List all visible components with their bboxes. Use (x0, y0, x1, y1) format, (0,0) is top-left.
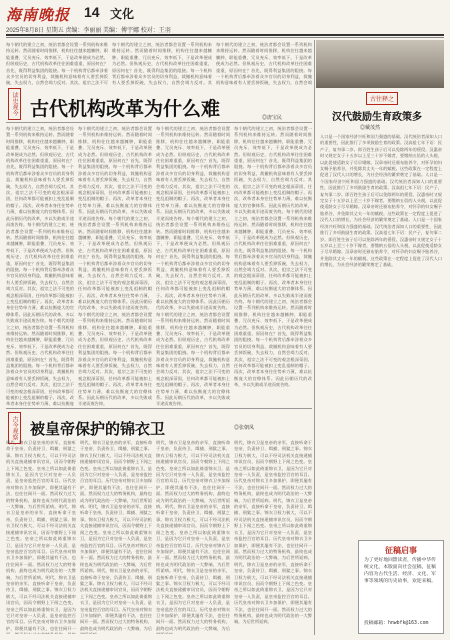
notice-title: 征稿启事 (385, 546, 417, 555)
masthead-rule (6, 34, 444, 36)
story1-lead-column-2: 每个朝代的建立之初，统治者都会设置一系列机构来维持运转。然而随着时间推移，机构往往越来越臃肿，职能重叠、冗员充斥、效率低下，于是改革便成为必然。但纵观历史，古代机构改革往往困难重重，原因何在？首先，既得利益集团的阻挠。每一个机构背后都牵涉着众多官员的切身利益，裁撤机构意味着有人要丢掉饭碗，失去权力，自然会竭力反对。其 (112, 42, 212, 86)
notice-email[interactable]: hnwbfk@163.com (388, 621, 429, 626)
story1-body-column-4: 每个朝代的建立之初，统治者都会设置一系列机构来维持运转。然而随着时间推移，机构往往越来越臃肿，职能重叠、冗员充斥、效率低下，于是改革便成为必然。但纵观历史，古代机构改革往往困难重重，原因何在？首先，既得利益集团的阻挠。每一个机构背后都牵涉着众多官员的切身利益，裁撤机构意味着有人要丢掉饭碗，失去权力，自然会竭力反对。其次，祖宗之法不可变的观念根深蒂固，任何改革都可能被扣上变乱祖制的帽子。再次，改革者本身往往势单力薄，难以抗衡庞大的官僚体系。因此历朝历代的改革，多以失败或半途而废告终。每个朝代的建立之初，统治者都会设置一系列机构来维持运转。然而随着时间推移，机构往往越来越臃肿，职能重叠、冗员充斥、效率低下，于是改革便成为必然。但纵观历史，古代机构改革往往困难重重，原因何在？首先，既得利益集团的阻挠。每一个机构背后都牵涉着众多官员的切身利益，裁撤机构意味着有人要丢掉饭碗，失去权力，自然会竭力反对。其次，祖宗之法不可变的观念根深蒂固，任何改革都可能被扣上变乱祖制的帽子。再次，改革者本身往往势单力薄，难以抗衡庞大的官僚体系。因此历朝历代的改革，多以失败或半途而废告终。每个朝代的建立之初，统治者都会设置一系列机构来维持运转。然而随着时间推移，机构往往越来越臃肿，职能重叠、冗员充斥、效率低下，于是改革便成为必然。但纵观历史，古代机构改革往往困难重重，原因何在？首先，既得利益集团的阻挠。每一个机构背后都牵涉着众多官员的切身利益，裁撤机构意味着有人要丢掉饭碗，失去权力，自然会竭力反对。其次，祖宗之法不可变的观念根深蒂固，任何改革都可能被扣上变乱祖制的帽子。再次，改革者本身往往势单力薄，难以抗衡庞大的官僚体系。因此历朝历代的改革，多以失败或半途而废告终。 (234, 126, 312, 388)
sidebar-headline: 汉代鼓励生育政策多 (332, 112, 422, 123)
story1-headline: 古代机构改革为什么难 (30, 99, 221, 120)
story1-kicker: 读史观今 (8, 88, 21, 120)
story2-top-divider (6, 408, 312, 409)
notice-email-line (364, 619, 438, 626)
masthead-rule-thin (6, 37, 444, 38)
newspaper-logo: 海南晚报 (6, 6, 71, 24)
illustration-image (316, 40, 444, 88)
story2-body-column-2: 明代，锦衣卫是皇帝的亲军，直接听命于皇帝，负责侍卫、缉捕、刑狱之事。锦衣卫权力极大，可以不经司法机关直接逮捕审讯官员，因而令朝野上下闻之色变。皇帝之所以如此倚重锦衣卫，是因为它只对皇帝一人负责，是皇帝监控百官的耳目。历代皇帝对锦衣卫多加保护，即便其屡有不法，也往往网开一面。然而权力过大的特务机构，最终也成为明代政治的一大弊端，为后世所诟病。明代，锦衣卫是皇帝的亲军，直接听命于皇帝，负责侍卫、缉捕、刑狱之事。锦衣卫权力极大，可以不经司法机关直接逮捕审讯官员，因而令朝野上下闻之色变。皇帝之所以如此倚重锦衣卫，是因为它只对皇帝一人负责，是皇帝监控百官的耳目。历代皇帝对锦衣卫多加保护，即便其屡有不法，也往往网开一面。然而权力过大的特务机构，最终也成为明代政治的一大弊端，为后世所诟病。明代，锦衣卫是皇帝的亲军，直接听命于皇帝，负责侍卫、缉捕、刑狱之事。锦衣卫权力极大，可以不经司法机关直接逮捕审讯官员，因而令朝野上下闻之色变。皇帝之所以如此倚重锦衣卫，是因为它只对皇帝一人负责，是皇帝监控百官的耳目。历代皇帝对锦衣卫多加保护，即便其屡有不法，也往往网开一面。然而权力过大的特务机构，最终也成为明代政治的一大弊端，为后 (80, 440, 152, 631)
call-for-submissions-box (358, 540, 444, 634)
story1-body-column-1: 每个朝代的建立之初，统治者都会设置一系列机构来维持运转。然而随着时间推移，机构往往越来越臃肿，职能重叠、冗员充斥、效率低下，于是改革便成为必然。但纵观历史，古代机构改革往往困难重重，原因何在？首先，既得利益集团的阻挠。每一个机构背后都牵涉着众多官员的切身利益，裁撤机构意味着有人要丢掉饭碗，失去权力，自然会竭力反对。其次，祖宗之法不可变的观念根深蒂固，任何改革都可能被扣上变乱祖制的帽子。再次，改革者本身往往势单力薄，难以抗衡庞大的官僚体系。因此历朝历代的改革，多以失败或半途而废告终。每个朝代的建立之初，统治者都会设置一系列机构来维持运转。然而随着时间推移，机构往往越来越臃肿，职能重叠、冗员充斥、效率低下，于是改革便成为必然。但纵观历史，古代机构改革往往困难重重，原因何在？首先，既得利益集团的阻挠。每一个机构背后都牵涉着众多官员的切身利益，裁撤机构意味着有人要丢掉饭碗，失去权力，自然会竭力反对。其次，祖宗之法不可变的观念根深蒂固，任何改革都可能被扣上变乱祖制的帽子。再次，改革者本身往往势单力薄，难以抗衡庞大的官僚体系。因此历朝历代的改革，多以失败或半途而废告终。每个朝代的建立之初，统治者都会设置一系列机构来维持运转。然而随着时间推移，机构往往越来越臃肿，职能重叠、冗员充斥、效率低下，于是改革便成为必然。但纵观历史，古代机构改革往往困难重重，原因何在？首先，既得利益集团的阻挠。每一个机构背后都牵涉着众多官员的切身利益，裁撤机构意味着有人要丢掉饭碗，失去权力，自然会竭力反对。其次，祖宗之法不可变的观念根深蒂固，任何改革都可能被扣上变乱祖制的帽子。再次，改革者本身往往势单力薄，难以抗衡庞 (6, 126, 74, 406)
story2-headline: 被皇帝保护的锦衣卫 (30, 421, 166, 438)
section-title: 文化 (110, 7, 135, 21)
story1-body-column-3: 每个朝代的建立之初，统治者都会设置一系列机构来维持运转。然而随着时间推移，机构往往越来越臃肿，职能重叠、冗员充斥、效率低下，于是改革便成为必然。但纵观历史，古代机构改革往往困难重重，原因何在？首先，既得利益集团的阻挠。每一个机构背后都牵涉着众多官员的切身利益，裁撤机构意味着有人要丢掉饭碗，失去权力，自然会竭力反对。其次，祖宗之法不可变的观念根深蒂固，任何改革都可能被扣上变乱祖制的帽子。再次，改革者本身往往势单力薄，难以抗衡庞大的官僚体系。因此历朝历代的改革，多以失败或半途而废告终。每个朝代的建立之初，统治者都会设置一系列机构来维持运转。然而随着时间推移，机构往往越来越臃肿，职能重叠、冗员充斥、效率低下，于是改革便成为必然。但纵观历史，古代机构改革往往困难重重，原因何在？首先，既得利益集团的阻挠。每一个机构背后都牵涉着众多官员的切身利益，裁撤机构意味着有人要丢掉饭碗，失去权力，自然会竭力反对。其次，祖宗之法不可变的观念根深蒂固，任何改革都可能被扣上变乱祖制的帽子。再次，改革者本身往往势单力薄，难以抗衡庞大的官僚体系。因此历朝历代的改革，多以失败或半途而废告终。每个朝代的建立之初，统治者都会设置一系列机构来维持运转。然而随着时间推移，机构往往越来越臃肿，职能重叠、冗员充斥、效率低下，于是改革便成为必然。但纵观历史，古代机构改革往往困难重重，原因何在？首先，既得利益集团的阻挠。每一个机构背后都牵涉着众多官员的切身利益，裁撤机构意味着有人要丢掉饭碗，失去权力，自然会竭力反对。其次，祖宗之法不可变的观念根深蒂固，任何改革都可能被扣上变乱祖制的帽子。再次，改革者本身往往势单力薄，难以抗衡庞大的官僚体系。因此历朝历代的改革，多以失败或半途而废告终。 (156, 126, 230, 406)
story1-lead-column-1: 每个朝代的建立之初，统治者都会设置一系列机构来维持运转。然而随着时间推移，机构往往越来越臃肿，职能重叠、冗员充斥、效率低下，于是改革便成为必然。但纵观历史，古代机构改革往往困难重重，原因何在？首先，既得利益集团的阻挠。每一个机构背后都牵涉着众多官员的切身利益，裁撤机构意味着有人要丢掉饭碗，失去权力，自然会竭力反对。其次，祖宗之法不可 (6, 42, 108, 86)
sidebar-kicker: 古往释之 (366, 92, 398, 105)
story2-body-column-3: 明代，锦衣卫是皇帝的亲军，直接听命于皇帝，负责侍卫、缉捕、刑狱之事。锦衣卫权力极大，可以不经司法机关直接逮捕审讯官员，因而令朝野上下闻之色变。皇帝之所以如此倚重锦衣卫，是因为它只对皇帝一人负责，是皇帝监控百官的耳目。历代皇帝对锦衣卫多加保护，即便其屡有不法，也往往网开一面。然而权力过大的特务机构，最终也成为明代政治的一大弊端，为后世所诟病。明代，锦衣卫是皇帝的亲军，直接听命于皇帝，负责侍卫、缉捕、刑狱之事。锦衣卫权力极大，可以不经司法机关直接逮捕审讯官员，因而令朝野上下闻之色变。皇帝之所以如此倚重锦衣卫，是因为它只对皇帝一人负责，是皇帝监控百官的耳目。历代皇帝对锦衣卫多加保护，即便其屡有不法，也往往网开一面。然而权力过大的特务机构，最终也成为明代政治的一大弊端，为后世所诟病。明代，锦衣卫是皇帝的亲军，直接听命于皇帝，负责侍卫、缉捕、刑狱之事。锦衣卫权力极大，可以不经司法机关直接逮捕审讯官员，因而令朝野上下闻之色变。皇帝之所以如此倚重锦衣卫，是因为它只对皇帝一人负责，是皇帝监控百官的耳目。历代皇帝对锦衣卫多加保护，即便其屡有不法，也往往网开一面。然而权力过大的特务机构，最终也成为明代政治的一大弊端，为后 (156, 440, 230, 631)
page-number: 14 (84, 4, 100, 20)
story2-kicker: 古今观察 (8, 412, 21, 444)
story2-byline: ◎张朝凤 (234, 425, 255, 431)
story1-divider (6, 122, 312, 123)
sidebar-byline: ◎戴茂然 (360, 125, 381, 131)
issue-meta: 2025年8月8日 星期五 责编：李丽丽 美编：傅宇娜 校对：王羽 (6, 28, 171, 34)
story1-body-column-2: 每个朝代的建立之初，统治者都会设置一系列机构来维持运转。然而随着时间推移，机构往往越来越臃肿，职能重叠、冗员充斥、效率低下，于是改革便成为必然。但纵观历史，古代机构改革往往困难重重，原因何在？首先，既得利益集团的阻挠。每一个机构背后都牵涉着众多官员的切身利益，裁撤机构意味着有人要丢掉饭碗，失去权力，自然会竭力反对。其次，祖宗之法不可变的观念根深蒂固，任何改革都可能被扣上变乱祖制的帽子。再次，改革者本身往往势单力薄，难以抗衡庞大的官僚体系。因此历朝历代的改革，多以失败或半途而废告终。每个朝代的建立之初，统治者都会设置一系列机构来维持运转。然而随着时间推移，机构往往越来越臃肿，职能重叠、冗员充斥、效率低下，于是改革便成为必然。但纵观历史，古代机构改革往往困难重重，原因何在？首先，既得利益集团的阻挠。每一个机构背后都牵涉着众多官员的切身利益，裁撤机构意味着有人要丢掉饭碗，失去权力，自然会竭力反对。其次，祖宗之法不可变的观念根深蒂固，任何改革都可能被扣上变乱祖制的帽子。再次，改革者本身往往势单力薄，难以抗衡庞大的官僚体系。因此历朝历代的改革，多以失败或半途而废告终。每个朝代的建立之初，统治者都会设置一系列机构来维持运转。然而随着时间推移，机构往往越来越臃肿，职能重叠、冗员充斥、效率低下，于是改革便成为必然。但纵观历史，古代机构改革往往困难重重，原因何在？首先，既得利益集团的阻挠。每一个机构背后都牵涉着众多官员的切身利益，裁撤机构意味着有人要丢掉饭碗，失去权力，自然会竭力反对。其次，祖宗之法不可变的观念根深蒂固，任何改革都可能被扣上变乱祖制的帽子。再次，改革者本身往往势单力薄，难以抗衡庞大的官僚体系。因此历朝历代的改革，多以失败或半途而废告终。 (78, 126, 152, 406)
story2-body-column-4: 明代，锦衣卫是皇帝的亲军，直接听命于皇帝，负责侍卫、缉捕、刑狱之事。锦衣卫权力极大，可以不经司法机关直接逮捕审讯官员，因而令朝野上下闻之色变。皇帝之所以如此倚重锦衣卫，是因为它只对皇帝一人负责，是皇帝监控百官的耳目。历代皇帝对锦衣卫多加保护，即便其屡有不法，也往往网开一面。然而权力过大的特务机构，最终也成为明代政治的一大弊端，为后世所诟病。明代，锦衣卫是皇帝的亲军，直接听命于皇帝，负责侍卫、缉捕、刑狱之事。锦衣卫权力极大，可以不经司法机关直接逮捕审讯官员，因而令朝野上下闻之色变。皇帝之所以如此倚重锦衣卫，是因为它只对皇帝一人负责，是皇帝监控百官的耳目。历代皇帝对锦衣卫多加保护，即便其屡有不法，也往往网开一面。然而权力过大的特务机构，最终也成为明代政治的一大弊端，为后世所诟病。明代，锦衣卫是皇帝的亲军，直接听命于皇帝，负责侍卫、缉捕、刑狱之事。锦衣卫权力极大，可以不经司法机关直接逮捕审讯官员，因而令朝野上下闻之色变。皇帝之所以如此倚重锦衣卫，是因为它只对皇帝一人负责，是皇帝监控百官的耳目。历代皇帝对锦衣卫多加保护，即便其屡有不法，也往往网开一面。然而权力过大的特务机构，最终也成为明代政治的一大弊端，为后世所诟病。 (234, 440, 312, 625)
story1-lead-column-3: 每个朝代的建立之初，统治者都会设置一系列机构来维持运转。然而随着时间推移，机构往往越来越臃肿，职能重叠、冗员充斥、效率低下，于是改革便成为必然。但纵观历史，古代机构改革往往困难重重，原因何在？首先，既得利益集团的阻挠。每一个机构背后都牵涉着众多官员的切身利益，裁撤机构意味着有人要丢掉饭碗，失去权力，自然会竭 (216, 42, 312, 86)
notice-email-label: 投稿邮箱： (364, 621, 388, 626)
story2-body-column-1: 明代，锦衣卫是皇帝的亲军，直接听命于皇帝，负责侍卫、缉捕、刑狱之事。锦衣卫权力极大，可以不经司法机关直接逮捕审讯官员，因而令朝野上下闻之色变。皇帝之所以如此倚重锦衣卫，是因为它只对皇帝一人负责，是皇帝监控百官的耳目。历代皇帝对锦衣卫多加保护，即便其屡有不法，也往往网开一面。然而权力过大的特务机构，最终也成为明代政治的一大弊端，为后世所诟病。明代，锦衣卫是皇帝的亲军，直接听命于皇帝，负责侍卫、缉捕、刑狱之事。锦衣卫权力极大，可以不经司法机关直接逮捕审讯官员，因而令朝野上下闻之色变。皇帝之所以如此倚重锦衣卫，是因为它只对皇帝一人负责，是皇帝监控百官的耳目。历代皇帝对锦衣卫多加保护，即便其屡有不法，也往往网开一面。然而权力过大的特务机构，最终也成为明代政治的一大弊端，为后世所诟病。明代，锦衣卫是皇帝的亲军，直接听命于皇帝，负责侍卫、缉捕、刑狱之事。锦衣卫权力极大，可以不经司法机关直接逮捕审讯官员，因而令朝野上下闻之色变。皇帝之所以如此倚重锦衣卫，是因为它只对皇帝一人负责，是皇帝监控百官的耳目。历代皇帝对锦衣卫多加保护，即便其屡有不法，也往往网开一 (6, 440, 76, 631)
sidebar-body-column: 人口是一个国家经济兴旺和国力强盛的基础。汉代统治者深知人口的重要性，因此推行了多项鼓励生育的政策。汉高祖七年下诏：民产子，复勿事二岁。即百姓生孩子后可以免除两年的徭役。汉惠帝时又规定女子十五岁以上至三十岁不嫁者，要缴纳五倍的人头税，以此促使适龄女子尽早婚嫁。汉章帝时还颁布胎养令，对怀孕的妇女赐予胎养谷，并免除其丈夫一年的赋税。这些政策在一定程度上促进了汉代人口的增长，为社会经济的繁荣奠定了基础。人口是一个国家经济兴旺和国力强盛的基础。汉代统治者深知人口的重要性，因此推行了多项鼓励生育的政策。汉高祖七年下诏：民产子，复勿事二岁。即百姓生孩子后可以免除两年的徭役。汉惠帝时又规定女子十五岁以上至三十岁不嫁者，要缴纳五倍的人头税，以此促使适龄女子尽早婚嫁。汉章帝时还颁布胎养令，对怀孕的妇女赐予胎养谷，并免除其丈夫一年的赋税。这些政策在一定程度上促进了汉代人口的增长，为社会经济的繁荣奠定了基础。人口是一个国家经济兴旺和国力强盛的基础。汉代统治者深知人口的重要性，因此推行了多项鼓励生育的政策。汉高祖七年下诏：民产子，复勿事二岁。即百姓生孩子后可以免除两年的徭役。汉惠帝时又规定女子十五岁以上至三十岁不嫁者，要缴纳五倍的人头税，以此促使适龄女子尽早婚嫁。汉章帝时还颁布胎养令，对怀孕的妇女赐予胎养谷，并免除其丈夫一年的赋税。这些政策在一定程度上促进了汉代人口的增长，为社会经济的繁荣奠定了基础。 (320, 134, 442, 268)
story1-byline: ◎唐宝民 (262, 115, 283, 121)
notice-body: 为了更好地回馈读者，传播中华传统文化，本版面向社会征稿，征稿内容为古代生活、经济、文化、军事等领域的历史故事，欢迎来稿。 (364, 558, 436, 584)
column-divider (314, 40, 315, 635)
